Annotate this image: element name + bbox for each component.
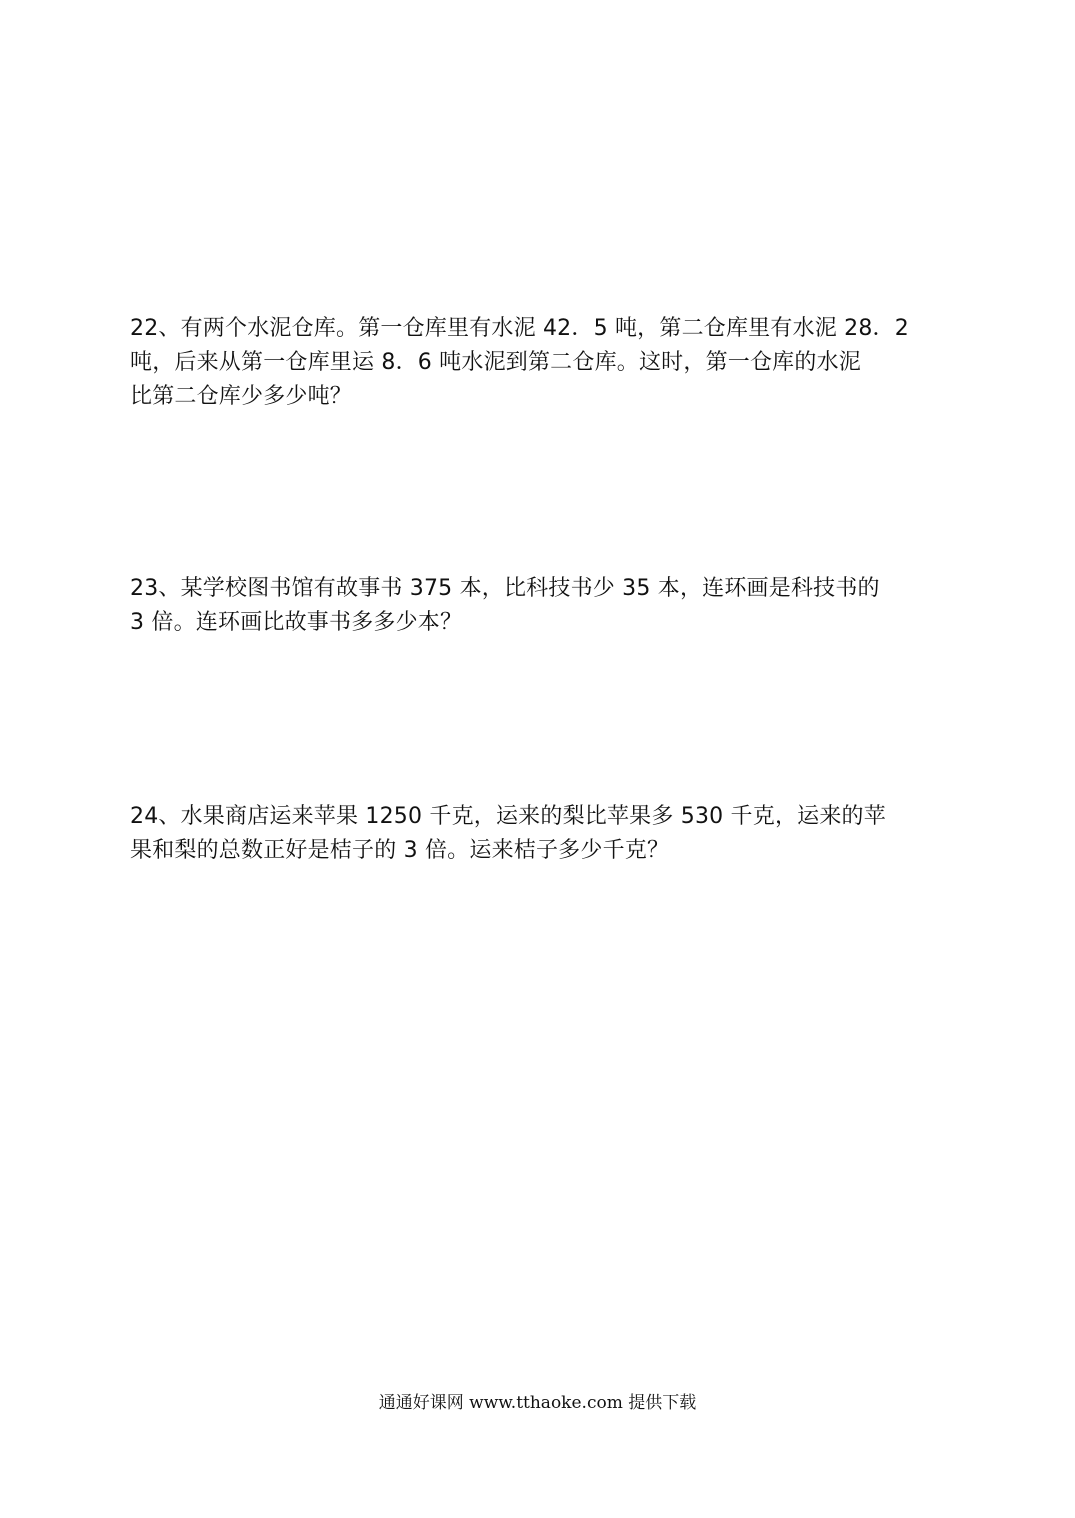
footer-source-note: 通通好课网 www.tthaoke.com 提供下载 [378, 1393, 697, 1413]
question-23 [130, 572, 950, 640]
question-24-line-2: 果和梨的总数正好是桔子的 3 倍。运来桔子多少千克？ [130, 838, 670, 863]
question-22-line-2: 吨，后来从第一仓库里运 8．6 吨水泥到第二仓库。这时，第一仓库的水泥 [130, 350, 861, 375]
question-22-line-1: 22、有两个水泥仓库。第一仓库里有水泥 42．5 吨，第二仓库里有水泥 28．2 [130, 316, 909, 341]
question-23-line-2: 3 倍。连环画比故事书多多少本？ [130, 610, 463, 635]
question-23-line-1: 23、某学校图书馆有故事书 375 本，比科技书少 35 本，连环画是科技书的 [130, 576, 880, 601]
question-22 [130, 312, 950, 414]
question-22-line-3: 比第二仓库少多少吨？ [130, 384, 353, 409]
question-24-line-1: 24、水果商店运来苹果 1250 千克，运来的梨比苹果多 530 千克，运来的苹 [130, 804, 886, 829]
question-24 [130, 800, 950, 868]
